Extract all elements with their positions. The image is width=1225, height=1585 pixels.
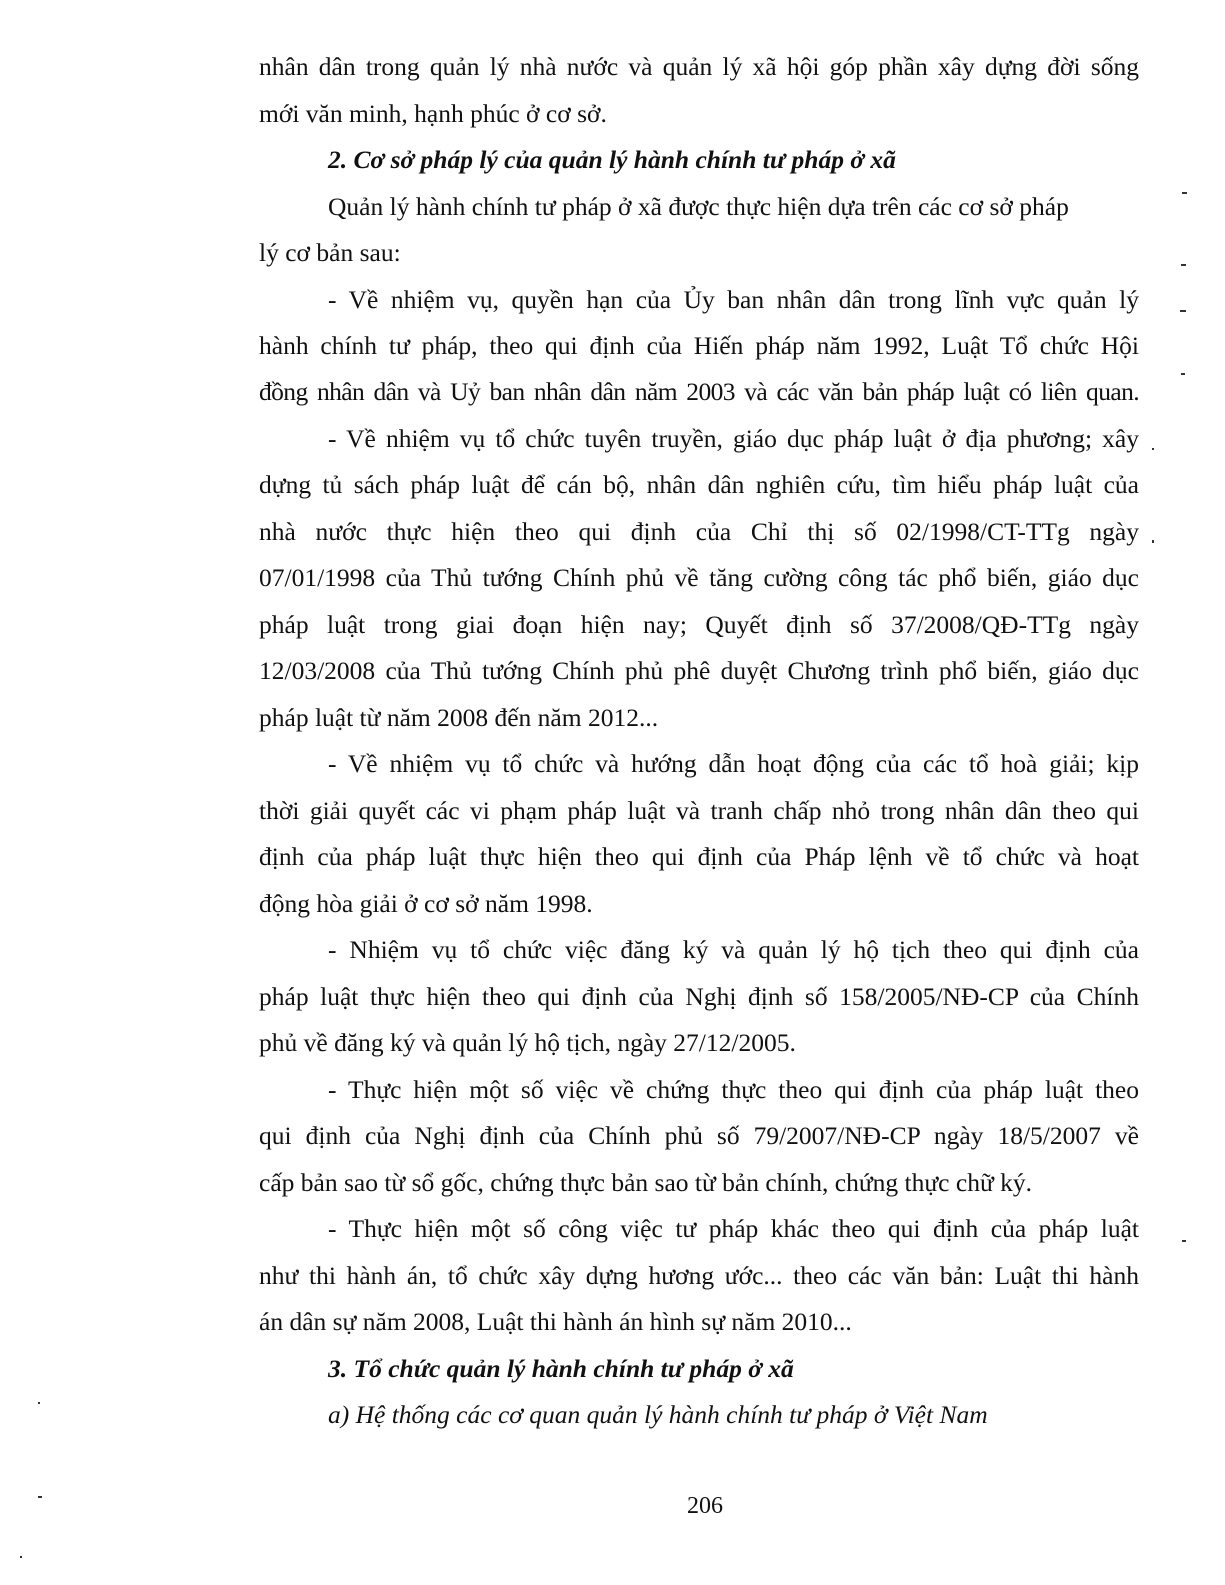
- text-line: pháp luật thực hiện theo qui định của Nghị định số 158/2005/NĐ-CP của Chính: [259, 982, 1139, 1011]
- scan-speck: [1180, 310, 1186, 312]
- text-line: hành chính tư pháp, theo qui định của Hiến pháp năm 1992, Luật Tổ chức Hội: [259, 331, 1139, 360]
- text-line: thời giải quyết các vi phạm pháp luật và tranh chấp nhỏ trong nhân dân theo qui: [259, 796, 1139, 825]
- text-line: - Về nhiệm vụ, quyền hạn của Ủy ban nhân dân trong lĩnh vực quản lý: [328, 285, 1139, 314]
- text-line: 12/03/2008 của Thủ tướng Chính phủ phê duyệt Chương trình phổ biến, giáo dục: [259, 656, 1139, 685]
- text-line: lý cơ bản sau:: [259, 238, 401, 267]
- text-line: như thi hành án, tổ chức xây dựng hương ước... theo các văn bản: Luật thi hành: [259, 1261, 1139, 1290]
- text-line: động hòa giải ở cơ sở năm 1998.: [259, 889, 593, 918]
- text-line: - Thực hiện một số công việc tư pháp khác theo qui định của pháp luật: [328, 1214, 1139, 1243]
- scan-speck: [1181, 373, 1185, 375]
- text-line: đồng nhân dân và Uỷ ban nhân dân năm 2003 và các văn bản pháp luật có liên quan.: [259, 377, 1139, 406]
- subsection-heading: a) Hệ thống các cơ quan quản lý hành chính tư pháp ở Việt Nam: [328, 1400, 988, 1429]
- page-number: 206: [687, 1493, 723, 1519]
- scan-speck: [1182, 192, 1187, 194]
- text-line: - Thực hiện một số việc về chứng thực theo qui định của pháp luật theo: [328, 1075, 1139, 1104]
- text-line: pháp luật trong giai đoạn hiện nay; Quyết định số 37/2008/QĐ-TTg ngày: [259, 610, 1139, 639]
- section-heading: 2. Cơ sở pháp lý của quản lý hành chính tư pháp ở xã: [328, 145, 896, 174]
- scan-speck: [38, 1402, 40, 1404]
- text-line: qui định của Nghị định của Chính phủ số 79/2007/NĐ-CP ngày 18/5/2007 về: [259, 1121, 1139, 1150]
- section-heading: 3. Tổ chức quản lý hành chính tư pháp ở xã: [328, 1354, 794, 1383]
- text-line: định của pháp luật thực hiện theo qui định của Pháp lệnh về tổ chức và hoạt: [259, 842, 1139, 871]
- text-line: phủ về đăng ký và quản lý hộ tịch, ngày 27/12/2005.: [259, 1028, 796, 1057]
- scan-speck: [38, 1496, 42, 1498]
- text-line: nhân dân trong quản lý nhà nước và quản lý xã hội góp phần xây dựng đời sống: [259, 52, 1139, 81]
- scan-speck: [20, 1556, 22, 1558]
- text-line: - Về nhiệm vụ tổ chức và hướng dẫn hoạt động của các tổ hoà giải; kịp: [328, 749, 1139, 778]
- scan-speck: [1152, 448, 1154, 450]
- text-line: Quản lý hành chính tư pháp ở xã được thực hiện dựa trên các cơ sở pháp: [328, 192, 1069, 221]
- text-line: dựng tủ sách pháp luật để cán bộ, nhân dân nghiên cứu, tìm hiểu pháp luật của: [259, 470, 1139, 499]
- text-line: pháp luật từ năm 2008 đến năm 2012...: [259, 703, 659, 732]
- text-line: mới văn minh, hạnh phúc ở cơ sở.: [259, 99, 607, 128]
- text-line: 07/01/1998 của Thủ tướng Chính phủ về tăng cường công tác phổ biến, giáo dục: [259, 563, 1139, 592]
- scan-speck: [1182, 1240, 1186, 1242]
- text-line: - Nhiệm vụ tổ chức việc đăng ký và quản lý hộ tịch theo qui định của: [328, 935, 1139, 964]
- text-line: - Về nhiệm vụ tổ chức tuyên truyền, giáo dục pháp luật ở địa phương; xây: [328, 424, 1139, 453]
- scan-speck: [1152, 540, 1154, 543]
- text-line: án dân sự năm 2008, Luật thi hành án hình sự năm 2010...: [259, 1307, 852, 1336]
- scan-speck: [1181, 264, 1186, 266]
- text-line: cấp bản sao từ sổ gốc, chứng thực bản sao từ bản chính, chứng thực chữ ký.: [259, 1168, 1033, 1197]
- text-line: nhà nước thực hiện theo qui định của Chỉ thị số 02/1998/CT-TTg ngày: [259, 517, 1139, 546]
